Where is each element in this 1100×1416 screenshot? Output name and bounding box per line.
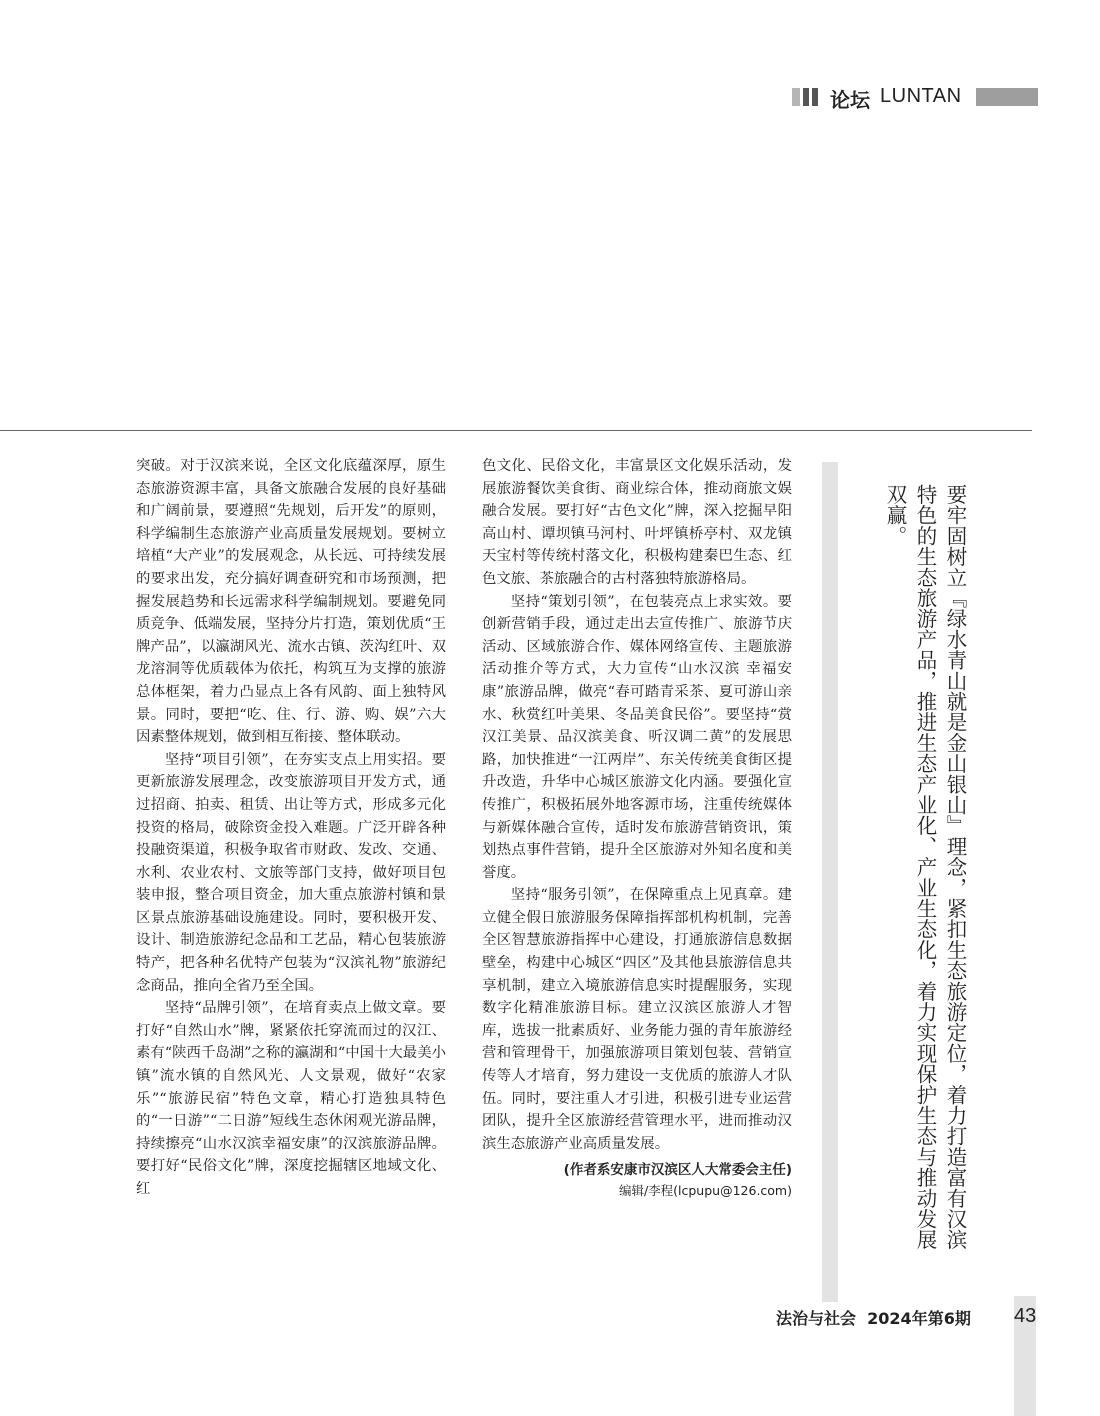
paragraph: 坚持“品牌引领”，在培育卖点上做文章。要打好“自然山水”牌，紧紧依托穿流而过的汉江、素有“陕西千岛湖”之称的瀛湖和“中国十大最美小镇”流水镇的自然风光、人文景观，做好“农家乐”“旅游民宿”特色文章，精心打造独具特色的“一日游”“二日游”短线生态休闲观光游品牌，持续擦亮“山水汉滨幸福安康”的汉滨旅游品牌。要打好“民俗文化”牌，深度挖掘辖区地域文化、红 [136,1000,446,1197]
paragraph: 突破。对于汉滨来说，全区文化底蕴深厚，原生态旅游资源丰富，具备文旅融合发展的良好基础和广阔前景，要遵照“先规划，后开发”的原则，科学编制生态旅游产业高质量发展规划。要树立培植“大产业”的发展观念，从长远、可持续发展的要求出发，充分搞好调查研究和市场预测，把握发展趋势和长远需求科学编制规划。要避免同质竞争、低端发展，坚持分片打造，策划优质“王牌产品”，以瀛湖风光、流水古镇、茨沟红叶、双龙溶洞等优质载体为依托，构筑互为支撑的旅游总体框架，着力凸显点上各有风韵、面上独特风景。同时，要把“吃、住、行、游、购、娱”六大因素整体规划，做到相互衔接、整体联动。 [136,458,446,746]
paragraph: 坚持“项目引领”，在夯实支点上用实招。要更新旅游发展理念，改变旅游项目开发方式，通过招商、拍卖、租赁、出让等方式，形成多元化投资的格局，破除资金投入难题。广泛开辟各种投融资渠道，积极争取省市财政、发改、交通、水利、农业农村、文旅等部门支持，做好项目包装申报，整合项目资金，加大重点旅游村镇和景区景点旅游基础设施建设。同时，要积极开发、设计、制造旅游纪念品和工艺品，精心包装旅游特产，把各种名优特产包装为“汉滨礼物”旅游纪念商品，推向全省乃至全国。 [136,751,446,994]
divider-line [0,430,1032,431]
header-decor-bar [976,88,1038,106]
paragraph: 色文化、民俗文化，丰富景区文化娱乐活动，发展旅游餐饮美食街、商业综合体，推动商旅文娱融合发展。要打好“古色文化”牌，深入挖掘早阳高山村、谭坝镇马河村、叶坪镇桥亭村、双龙镇天宝村等传统村落文化，积极构建秦巴生态、红色文旅、茶旅融合的古村落独特旅游格局。 [482,458,792,587]
pull-quote-bar [822,462,838,1302]
section-header [792,84,1038,112]
header-decor-bar [792,88,800,106]
text-column-middle [482,455,792,1201]
paragraph: 坚持“服务引领”，在保障重点上见真章。建立健全假日旅游服务保障指挥部机构机制，完善全区智慧旅游指挥中心建设，打通旅游信息数据壁垒，构建中心城区“四区”及其他县旅游信息共享机制，建立入境旅游信息实时提醒服务，实现数字化精准旅游目标。建立汉滨区旅游人才智库，选拔一批素质好、业务能力强的青年旅游经营和管理骨干，加强旅游项目策划包装、营销宣传等人才培育，努力建设一支优质的旅游人才队伍。同时，要注重人才引进，积极引进专业运营团队，提升全区旅游经营管理水平，进而推动汉滨生态旅游产业高质量发展。 [482,887,792,1152]
section-title-en: LUNTAN [880,85,962,107]
editor-credit: 编辑/李程(lcpupu@126.com) [618,1183,792,1199]
page-number: 43 [1014,1305,1037,1327]
paragraph: 坚持“策划引领”，在包装亮点上求实效。要创新营销手段，通过走出去宣传推广、旅游节庆活动、区域旅游合作、媒体网络宣传、主题旅游活动推介等方式，大力宣传“山水汉滨 幸福安康”旅游品牌，做亮“春可踏青采茶、夏可游山亲水、秋赏红叶美果、冬品美食民俗”。要坚持“赏汉江美景、品汉滨美食、听汉调二黄”的发展思路，加快推进“一江两岸”、东关传统美食街区提升改造，升华中心城区旅游文化内涵。要强化宣传推广，积极拓展外地客源市场，注重传统媒体与新媒体融合宣传，适时发布旅游营销资讯，策划热点事件营销，提升全区旅游对外知名度和美誉度。 [482,593,792,881]
author-signature: (作者系安康市汉滨区人大常委会主任) [563,1162,792,1179]
header-decor-bar [803,88,809,106]
issue-label: 2024年第6期 [867,1309,971,1328]
section-title: 论坛 [830,88,870,112]
footer-journal [776,1306,971,1329]
pull-quote: 要牢固树立『绿水青山就是金山银山』理念，紧扣生态旅游定位，着力打造富有汉滨特色的生态旅游产品，推进生态产业化、产业生态化，着力实现保护生态与推动发展双赢。 [883,484,967,1250]
header-decor-bar [812,88,818,106]
text-column-left [136,455,446,1201]
journal-name: 法治与社会 [776,1309,857,1328]
